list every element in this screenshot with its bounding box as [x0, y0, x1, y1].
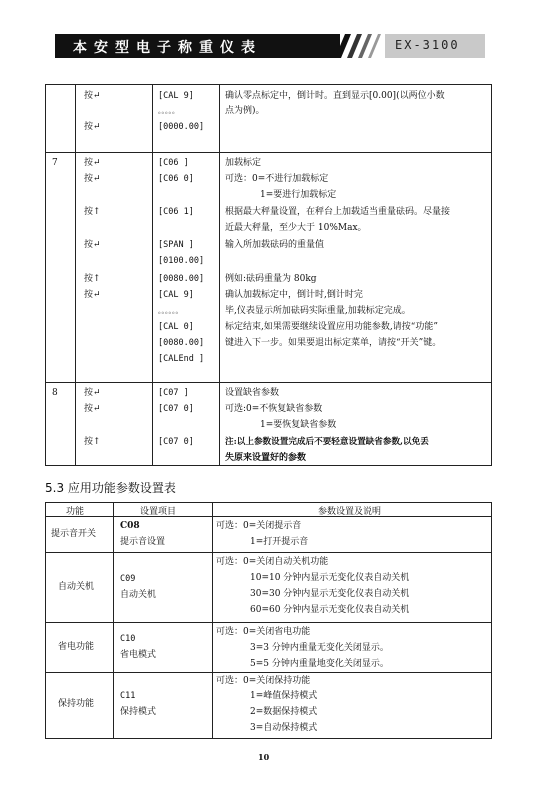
step-desc: 1=要恢复缺省参数 — [260, 420, 337, 430]
param-option: 可选：0=关闭自动关机功能 — [216, 557, 329, 567]
step-desc: 近最大秤量，至少大于 10%Max。 — [225, 223, 367, 233]
step-key: 按↵ — [84, 158, 101, 168]
page-number: 10 — [258, 752, 270, 762]
param-option: 5=5 分钟内重量地变化关闭显示。 — [250, 659, 389, 669]
step-display: 。。。。。。 — [158, 307, 183, 315]
param-code: C10 — [120, 634, 136, 644]
step-display: [0080.00] — [158, 274, 205, 284]
step-key: 按↵ — [84, 91, 101, 101]
step-key: 按↵ — [84, 388, 101, 398]
step-note: 注:以上参数设置完成后不要轻意设置缺省参数,以免丢 — [225, 437, 429, 447]
param-option: 1=打开提示音 — [250, 537, 309, 547]
step-key: 按↵ — [84, 404, 101, 414]
header-stripes-decoration — [325, 34, 385, 58]
step-desc: 输入所加载砝码的重量值 — [225, 240, 325, 250]
step-display: [C06 0] — [158, 174, 194, 184]
step-number: 8 — [52, 388, 58, 398]
step-display: [C06 1] — [158, 207, 194, 217]
step-desc: 可选:0=不恢复缺省参数 — [225, 404, 323, 414]
param-option: 可选：0=关闭省电功能 — [216, 627, 311, 637]
step-desc: 可选：0=不进行加载标定 — [225, 174, 329, 184]
step-number: 7 — [52, 158, 58, 168]
param-item: 自动关机 — [120, 590, 157, 600]
step-key: 按↵ — [84, 174, 101, 184]
param-item: 保持模式 — [120, 707, 157, 717]
param-function: 自动关机 — [58, 582, 95, 592]
step-key: 按↑ — [84, 207, 101, 217]
param-option: 3=3 分钟内重量无变化关闭显示。 — [250, 643, 389, 653]
step-display: [C06 ] — [158, 158, 189, 168]
param-item: 省电模式 — [120, 650, 157, 660]
step-key: 按↵ — [84, 122, 101, 132]
step-desc: 例如:砝码重量为 80kg — [225, 274, 317, 284]
step-desc: 键进入下一步。如果要退出标定菜单，请按“开关”键。 — [225, 338, 442, 348]
step-display: [CALEnd ] — [158, 354, 205, 364]
param-function: 省电功能 — [58, 642, 95, 652]
param-option: 30=30 分钟内显示无变化仪表自动关机 — [250, 589, 410, 599]
section-title: 5.3 应用功能参数设置表 — [45, 481, 176, 495]
step-desc: 1=要进行加载标定 — [260, 190, 337, 200]
step-desc: 确认零点标定中，倒计时。直到显示[0.00](以两位小数 — [225, 91, 445, 101]
header-title: 本安型电子称重仪表 — [73, 40, 262, 56]
param-option: 3=自动保持模式 — [250, 723, 318, 733]
step-desc: 根据最大秤量设置，在秤台上加载适当重量砝码。尽量接 — [225, 207, 451, 217]
header-setting-item: 设置项目 — [140, 507, 177, 517]
step-display: [0000.00] — [158, 122, 205, 132]
step-desc: 毕,仪表显示所加砝码实际重量,加载标定完成。 — [225, 306, 411, 316]
step-desc: 标定结束,如果需要继续设置应用功能参数,请按“功能” — [225, 322, 438, 332]
param-code: C09 — [120, 574, 136, 584]
step-display: [SPAN ] — [158, 240, 194, 250]
step-key: 按↵ — [84, 240, 101, 250]
step-key: 按↑ — [84, 437, 101, 447]
header-banner — [55, 34, 485, 58]
step-display: 。。。。。 — [158, 107, 179, 115]
step-display: [0100.00] — [158, 256, 205, 266]
step-key: 按↵ — [84, 290, 101, 300]
header-parameter-description: 参数设置及说明 — [318, 507, 382, 517]
step-key: 按↑ — [84, 274, 101, 284]
param-option: 可选：0=关闭提示音 — [216, 521, 302, 531]
step-desc: 点为例)。 — [225, 106, 265, 116]
step-desc: 确认加载标定中，倒计时,倒计时完 — [225, 290, 363, 300]
step-desc: 加载标定 — [225, 158, 262, 168]
step-display: [CAL 0] — [158, 322, 194, 332]
param-code: C11 — [120, 691, 136, 701]
step-display: [0080.00] — [158, 338, 205, 348]
step-display: [C07 0] — [158, 404, 194, 414]
step-desc: 设置缺省参数 — [225, 388, 280, 398]
param-item: 提示音设置 — [120, 537, 166, 547]
param-function: 提示音开关 — [51, 529, 97, 539]
step-display: [CAL 9] — [158, 290, 194, 300]
step-display: [C07 ] — [158, 388, 189, 398]
header-function: 功能 — [66, 507, 85, 517]
param-option: 10=10 分钟内显示无变化仪表自动关机 — [250, 573, 410, 583]
param-option: 1=峰值保持模式 — [250, 691, 318, 701]
param-option: 60=60 分钟内显示无变化仪表自动关机 — [250, 605, 410, 615]
param-function: 保持功能 — [58, 699, 95, 709]
step-note: 失原来设置好的参数 — [225, 453, 307, 463]
step-display: [C07 0] — [158, 437, 194, 447]
param-option: 2=数据保持模式 — [250, 707, 318, 717]
step-display: [CAL 9] — [158, 91, 194, 101]
header-model: EX-3100 — [395, 38, 460, 52]
param-code: C08 — [120, 521, 140, 531]
param-option: 可选：0=关闭保持功能 — [216, 676, 311, 686]
